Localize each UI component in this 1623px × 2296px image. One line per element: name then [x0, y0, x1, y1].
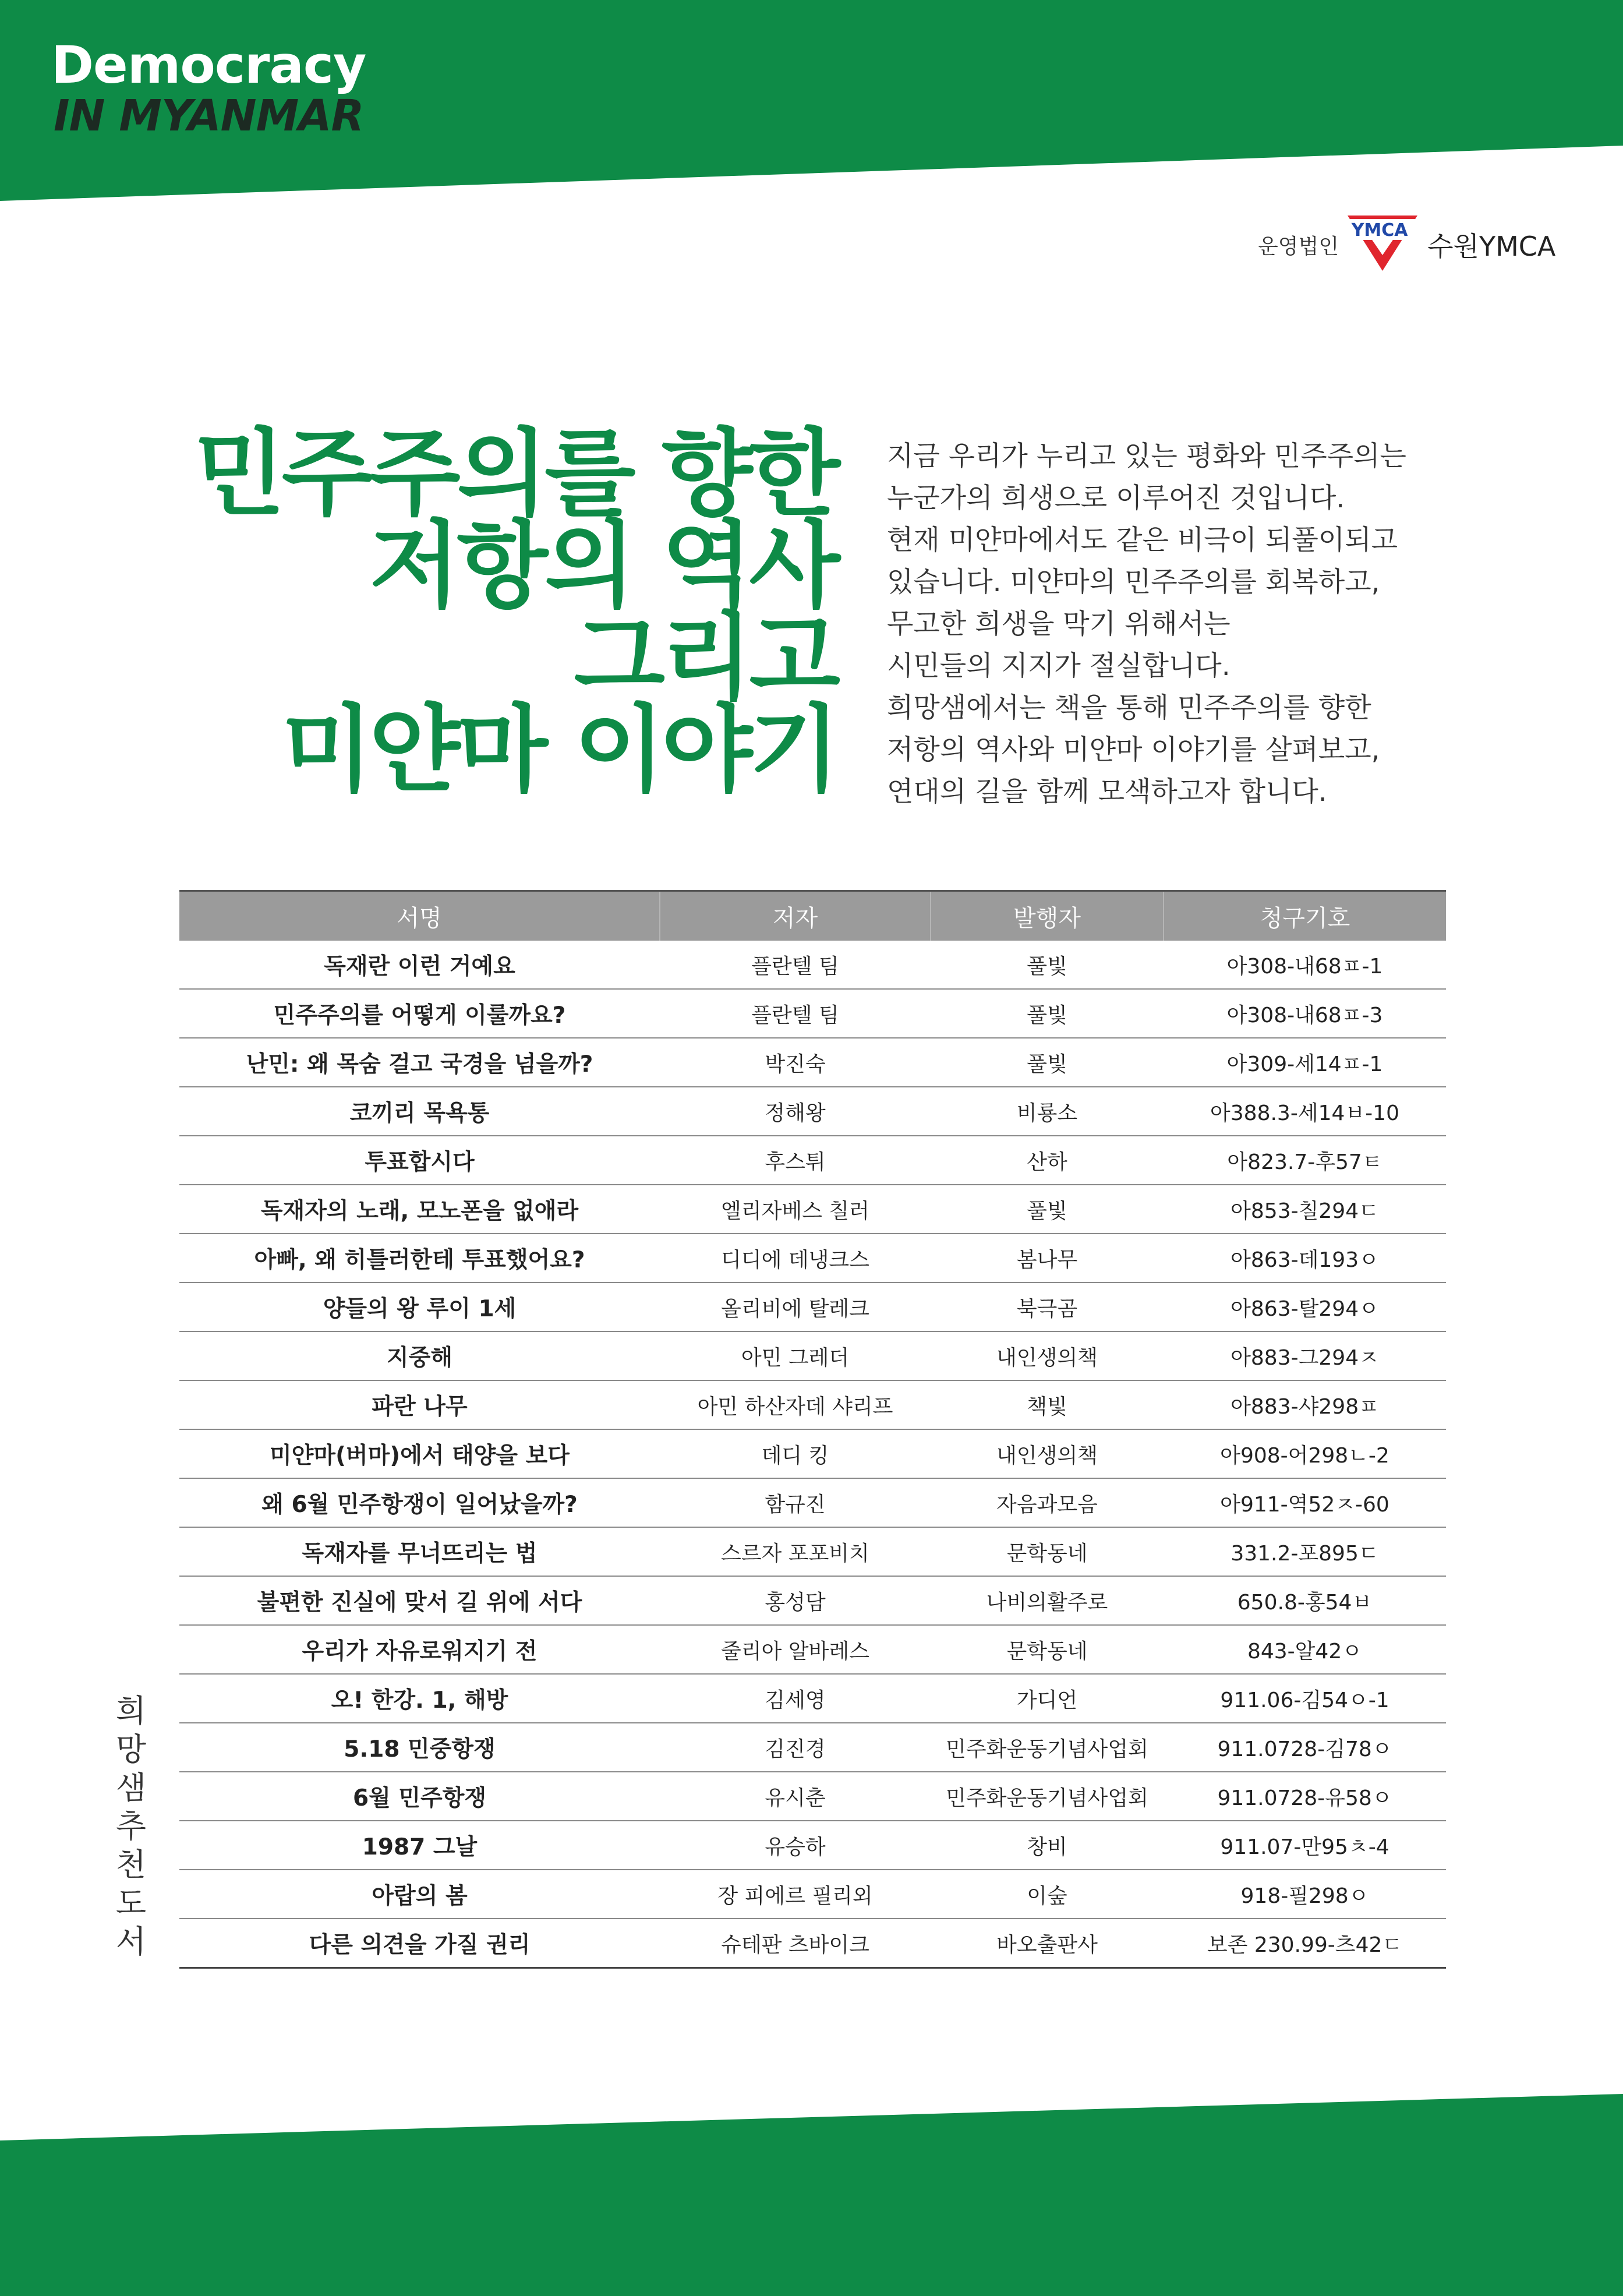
table-row — [179, 1038, 1446, 1087]
call-number: 911.06-김54ㅇ-1 — [1164, 1674, 1446, 1723]
book-title: 난민: 왜 목숨 걸고 국경을 넘을까? — [179, 1038, 660, 1087]
book-publisher: 나비의활주로 — [931, 1576, 1164, 1625]
book-title: 불편한 진실에 맞서 길 위에 서다 — [179, 1576, 660, 1625]
side-label-char: 희 — [115, 1693, 147, 1729]
book-publisher: 자음과모음 — [931, 1478, 1164, 1527]
table-row — [179, 1674, 1446, 1723]
book-publisher: 가디언 — [931, 1674, 1164, 1723]
call-number: 아883-샤298ㅍ — [1164, 1380, 1446, 1429]
book-author: 장 피에르 필리외 — [660, 1870, 931, 1919]
book-author: 플란텔 팀 — [660, 941, 931, 989]
book-publisher: 민주화운동기념사업회 — [931, 1723, 1164, 1772]
call-number: 아863-탈294ㅇ — [1164, 1283, 1446, 1331]
table-row — [179, 1576, 1446, 1625]
call-number: 아308-내68ㅍ-1 — [1164, 941, 1446, 989]
book-author: 올리비에 탈레크 — [660, 1283, 931, 1331]
book-title: 우리가 자유로워지기 전 — [179, 1625, 660, 1674]
book-publisher: 문학동네 — [931, 1625, 1164, 1674]
book-title: 아랍의 봄 — [179, 1870, 660, 1919]
intro-line: 있습니다. 미얀마의 민주주의를 회복하고, — [887, 566, 1380, 598]
table-row — [179, 1919, 1446, 1968]
book-author: 김세영 — [660, 1674, 931, 1723]
table-row — [179, 1429, 1446, 1478]
book-title: 5.18 민중항쟁 — [179, 1723, 660, 1772]
book-author: 김진경 — [660, 1723, 931, 1772]
book-author: 플란텔 팀 — [660, 989, 931, 1038]
intro-line: 저항의 역사와 미얀마 이야기를 살펴보고, — [887, 734, 1380, 766]
table-row — [179, 1723, 1446, 1772]
book-title: 파란 나무 — [179, 1380, 660, 1429]
table-header-row — [179, 891, 1446, 941]
book-author: 함규진 — [660, 1478, 931, 1527]
headline-line: 저항의 역사 — [369, 511, 837, 621]
book-publisher: 바오출판사 — [931, 1919, 1164, 1968]
call-number: 918-필298ㅇ — [1164, 1870, 1446, 1919]
side-label-char: 망 — [115, 1731, 147, 1768]
intro-line: 연대의 길을 함께 모색하고자 합니다. — [887, 776, 1327, 808]
book-publisher: 민주화운동기념사업회 — [931, 1772, 1164, 1821]
book-title: 독재자의 노래, 모노폰을 없애라 — [179, 1185, 660, 1234]
call-number: 650.8-홍54ㅂ — [1164, 1576, 1446, 1625]
book-title: 6월 민주항쟁 — [179, 1772, 660, 1821]
book-author: 디디에 데냉크스 — [660, 1234, 931, 1283]
book-title: 다른 의견을 가질 권리 — [179, 1919, 660, 1968]
headline-line: 미얀마 이야기 — [281, 695, 837, 805]
book-publisher: 풀빛 — [931, 989, 1164, 1038]
book-publisher: 풀빛 — [931, 1038, 1164, 1087]
book-publisher: 풀빛 — [931, 941, 1164, 989]
book-publisher: 북극곰 — [931, 1283, 1164, 1331]
table-row — [179, 1821, 1446, 1870]
book-title: 오! 한강. 1, 해방 — [179, 1674, 660, 1723]
book-author: 정해왕 — [660, 1087, 931, 1136]
book-publisher: 내인생의책 — [931, 1429, 1164, 1478]
call-number: 아883-그294ㅈ — [1164, 1331, 1446, 1380]
book-author: 데디 킹 — [660, 1429, 931, 1478]
book-publisher: 봄나무 — [931, 1234, 1164, 1283]
book-author: 유승하 — [660, 1821, 931, 1870]
bottom-green-band — [0, 2094, 1623, 2296]
side-label — [111, 1692, 151, 1961]
org-prefix: 운영법인 — [1258, 234, 1339, 259]
side-label-char: 도 — [115, 1885, 147, 1921]
call-number: 아908-어298ㄴ-2 — [1164, 1429, 1446, 1478]
table-row — [179, 1527, 1446, 1576]
call-number: 911.07-만95ㅊ-4 — [1164, 1821, 1446, 1870]
brand-subtitle: IN MYANMAR — [54, 91, 364, 141]
book-title: 미얀마(버마)에서 태양을 보다 — [179, 1429, 660, 1478]
column-header-title: 서명 — [179, 891, 660, 941]
call-number: 아308-내68ㅍ-3 — [1164, 989, 1446, 1038]
call-number: 아309-세14ㅍ-1 — [1164, 1038, 1446, 1087]
call-number: 아388.3-세14ㅂ-10 — [1164, 1087, 1446, 1136]
book-publisher: 풀빛 — [931, 1185, 1164, 1234]
headline-line: 민주주의를 향한 — [194, 419, 837, 529]
ymca-triangle-icon — [1345, 216, 1420, 274]
side-label-char: 천 — [115, 1846, 147, 1883]
call-number: 911.0728-유58ㅇ — [1164, 1772, 1446, 1821]
book-author: 스르자 포포비치 — [660, 1527, 931, 1576]
intro-line: 누군가의 희생으로 이루어진 것입니다. — [887, 482, 1345, 514]
book-publisher: 문학동네 — [931, 1527, 1164, 1576]
table-row — [179, 1478, 1446, 1527]
table-row — [179, 989, 1446, 1038]
table-row — [179, 1331, 1446, 1380]
side-label-char: 샘 — [115, 1769, 147, 1806]
book-author: 박진숙 — [660, 1038, 931, 1087]
table-row — [179, 1185, 1446, 1234]
book-title: 아빠, 왜 히틀러한테 투표했어요? — [179, 1234, 660, 1283]
book-table — [179, 890, 1446, 1969]
book-title: 독재란 이런 거예요 — [179, 941, 660, 989]
call-number: 아863-데193ㅇ — [1164, 1234, 1446, 1283]
call-number: 331.2-포895ㄷ — [1164, 1527, 1446, 1576]
book-publisher: 내인생의책 — [931, 1331, 1164, 1380]
column-header-call-number: 청구기호 — [1164, 891, 1446, 941]
table-row — [179, 941, 1446, 989]
book-author: 아민 하산자데 샤리프 — [660, 1380, 931, 1429]
book-title: 왜 6월 민주항쟁이 일어났을까? — [179, 1478, 660, 1527]
book-publisher: 창비 — [931, 1821, 1164, 1870]
org-name: 수원YMCA — [1427, 231, 1556, 262]
book-publisher: 산하 — [931, 1136, 1164, 1185]
table-row — [179, 1283, 1446, 1331]
call-number: 아853-칠294ㄷ — [1164, 1185, 1446, 1234]
book-author: 엘리자베스 칠러 — [660, 1185, 931, 1234]
intro-line: 희망샘에서는 책을 통해 민주주의를 향한 — [887, 692, 1371, 724]
org-logo — [1258, 213, 1555, 277]
call-number: 843-알42ㅇ — [1164, 1625, 1446, 1674]
table-row — [179, 1625, 1446, 1674]
book-title: 지중해 — [179, 1331, 660, 1380]
book-title: 양들의 왕 루이 1세 — [179, 1283, 660, 1331]
book-publisher: 책빛 — [931, 1380, 1164, 1429]
side-label-char: 추 — [115, 1808, 147, 1845]
book-author: 슈테판 츠바이크 — [660, 1919, 931, 1968]
book-publisher: 비룡소 — [931, 1087, 1164, 1136]
column-header-publisher: 발행자 — [931, 891, 1164, 941]
book-title: 민주주의를 어떻게 이룰까요? — [179, 989, 660, 1038]
book-author: 줄리아 알바레스 — [660, 1625, 931, 1674]
brand-title: Democracy — [51, 35, 366, 95]
column-header-author: 저자 — [660, 891, 931, 941]
table-row — [179, 1136, 1446, 1185]
book-title: 1987 그날 — [179, 1821, 660, 1870]
book-author: 아민 그레더 — [660, 1331, 931, 1380]
table-row — [179, 1380, 1446, 1429]
intro-line: 현재 미얀마에서도 같은 비극이 되풀이되고 — [887, 524, 1398, 556]
table-body — [179, 941, 1446, 1968]
book-author: 홍성담 — [660, 1576, 931, 1625]
call-number: 아911-역52ㅈ-60 — [1164, 1478, 1446, 1527]
table-row — [179, 1234, 1446, 1283]
intro-line: 무고한 희생을 막기 위해서는 — [887, 608, 1230, 640]
call-number: 아823.7-후57ㅌ — [1164, 1136, 1446, 1185]
table-row — [179, 1772, 1446, 1821]
intro-line: 지금 우리가 누리고 있는 평화와 민주주의는 — [887, 440, 1406, 472]
call-number: 911.0728-김78ㅇ — [1164, 1723, 1446, 1772]
intro-paragraph — [887, 436, 1469, 813]
book-title: 투표합시다 — [179, 1136, 660, 1185]
book-author: 후스튀 — [660, 1136, 931, 1185]
intro-line: 시민들의 지지가 절실합니다. — [887, 650, 1230, 682]
headline-line: 그리고 — [574, 603, 837, 713]
side-label-char: 서 — [115, 1923, 147, 1960]
ymca-logo-text: YMCA — [1351, 220, 1408, 241]
headline — [194, 419, 837, 805]
table-row — [179, 1087, 1446, 1136]
call-number: 보존 230.99-츠42ㄷ — [1164, 1919, 1446, 1968]
book-publisher: 이숲 — [931, 1870, 1164, 1919]
book-title: 코끼리 목욕통 — [179, 1087, 660, 1136]
table-row — [179, 1870, 1446, 1919]
book-author: 유시춘 — [660, 1772, 931, 1821]
book-title: 독재자를 무너뜨리는 법 — [179, 1527, 660, 1576]
